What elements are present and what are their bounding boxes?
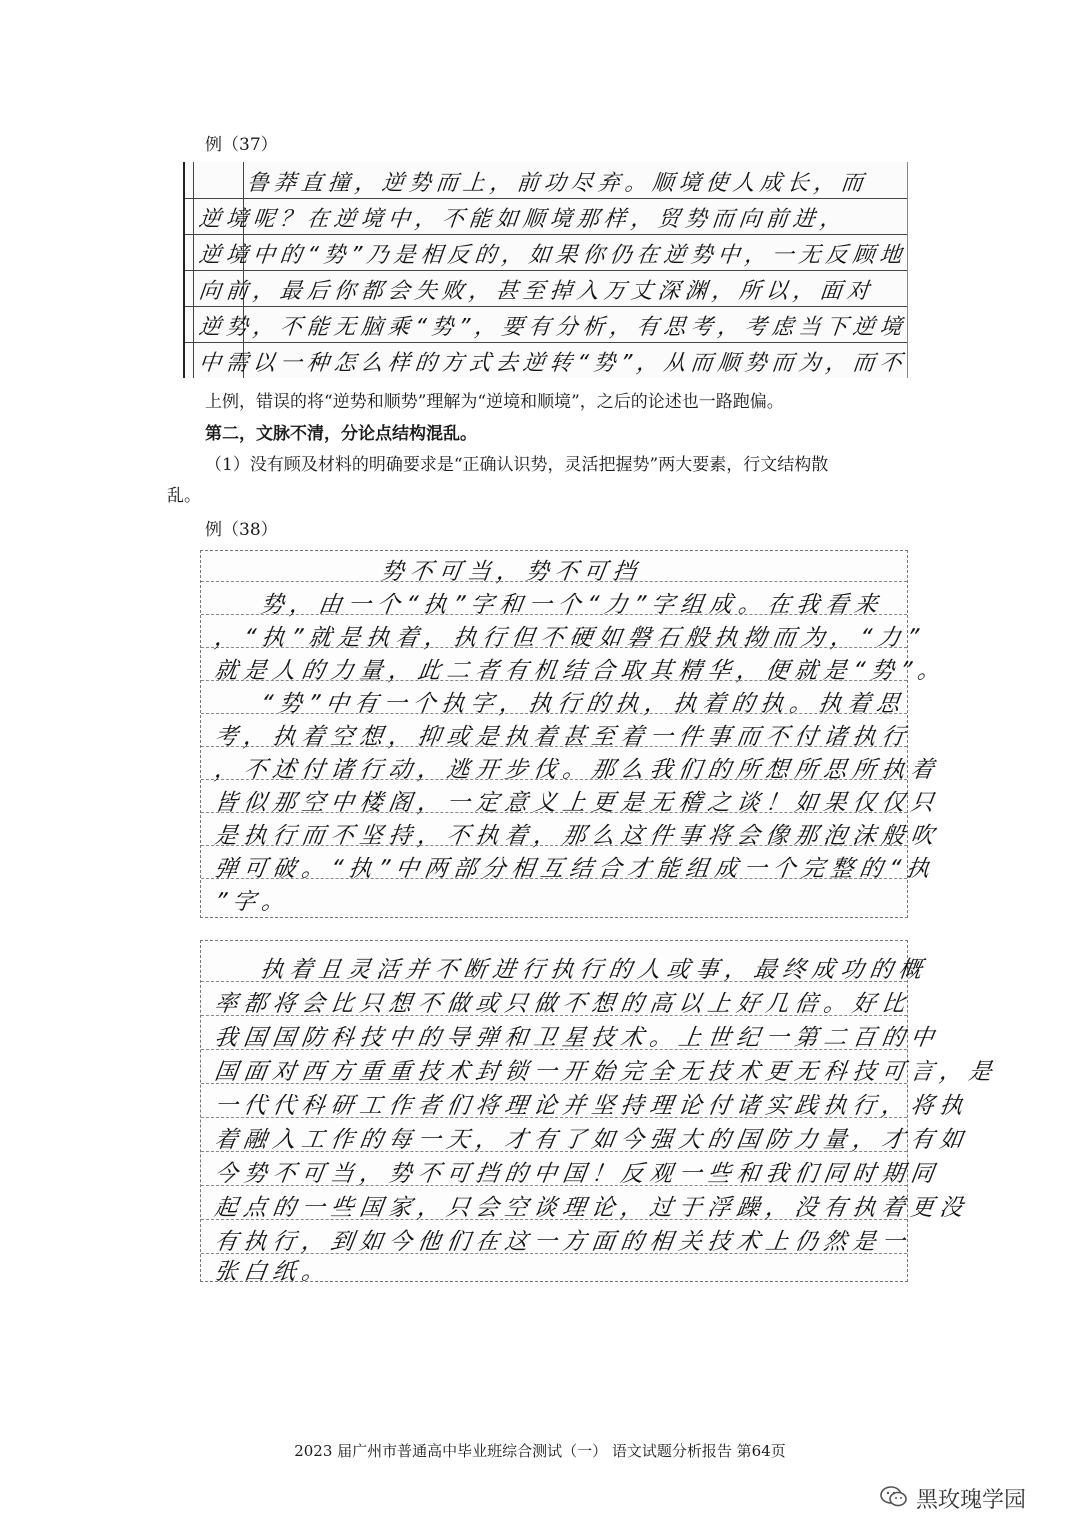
scan-line: 今势不可当，势不可挡的中国！反观一些和我们同时期同 — [212, 1161, 942, 1187]
wechat-icon — [880, 1485, 908, 1513]
scan-line: 就是人的力量，此二者有机结合取其精华，便就是“势”。 — [212, 658, 949, 684]
example-38-label: 例（38） — [205, 520, 278, 540]
example-37-label: 例（37） — [205, 135, 278, 155]
essay-title: 势不可当，势不可挡 — [378, 559, 644, 585]
section-heading: 第二，文脉不清，分论点结构混乱。 — [205, 424, 477, 444]
scan-line: 张白纸。 — [212, 1259, 333, 1285]
point-paragraph-cont: 乱。 — [167, 486, 201, 506]
scan-line: “势”中有一个执字，执行的执，执着的执。执着思 — [258, 691, 908, 717]
analysis-paragraph: 上例，错误的将“逆势和顺势”理解为“逆境和顺境”，之后的论述也一路跑偏。 — [205, 392, 784, 412]
scan-line: 有执行，到如今他们在这一方面的相关技术上仍然是一 — [212, 1229, 913, 1255]
scan-line: 考，执着空想，抑或是执着甚至着一件事而不付诸执行 — [212, 724, 913, 750]
scan-line: 鲁莽直撞，逆势而上，前功尽弃。顺境使人成长，而 — [245, 171, 870, 196]
scan-line: 国面对西方重重技术封锁一开始完全无技术更无科技可言，是 — [212, 1059, 1000, 1085]
scan-line: 逆境中的“势”乃是相反的，如果你仍在逆势中，一无反顾地 — [197, 243, 908, 268]
scan-line: 着融入工作的每一天，才有了如今强大的国防力量，才有如 — [212, 1127, 971, 1153]
handwriting-scan-38-part1 — [200, 550, 949, 918]
scan-line: ，“执”就是执着，执行但不硬如磐石般执拗而为，“力” — [212, 625, 927, 651]
point-paragraph: （1）没有顾及材料的明确要求是“正确认识势，灵活把握势”两大要素，行文结构散 — [205, 455, 829, 475]
scan-line: 皆似那空中楼阁，一定意义上更是无稽之谈！如果仅仅只 — [212, 790, 942, 816]
handwriting-scan-37 — [183, 162, 908, 378]
scan-line: 一代代科研工作者们将理论并坚持理论付诸实践执行，将执 — [212, 1093, 971, 1119]
brand-watermark — [880, 1483, 1026, 1514]
scan-line: 逆势，不能无脑乘“势”，要有分析，有思考，考虑当下逆境 — [197, 315, 908, 340]
scan-line: ”字。 — [212, 889, 293, 915]
brand-name: 黑玫瑰学园 — [916, 1488, 1027, 1513]
scan-line: 是执行而不坚持，不执着，那么这件事将会像那泡沫般吹 — [212, 823, 942, 849]
scan-line: 执着且灵活并不断进行执行的人或事，最终成功的概 — [258, 957, 930, 983]
scan-line: 逆境呢？在逆境中，不能如顺境那样，贸势而向前进， — [197, 207, 849, 232]
scan-line: 起点的一些国家，只会空谈理论，过于浮躁，没有执着更没 — [212, 1195, 971, 1221]
scan-line: 中需以一种怎么样的方式去逆转“势”，从而顺势而为，而不 — [197, 351, 908, 376]
page-footer: 2023 届广州市普通高中毕业班综合测试（一） 语文试题分析报告 第64页 — [294, 1442, 786, 1460]
scan-line: 率都将会比只想不做或只做不想的高以上好几倍。好比 — [212, 991, 913, 1017]
scan-line: 势，由一个“执”字和一个“力”字组成。在我看来 — [258, 592, 886, 618]
scan-line: ，不述付诸行动，逃开步伐。那么我们的所想所思所执着 — [212, 757, 942, 783]
scan-line: 弹可破。“执”中两部分相互结合才能组成一个完整的“执 — [212, 856, 938, 882]
scan-line: 我国国防科技中的导弹和卫星技术。上世纪一第二百的中 — [212, 1025, 942, 1051]
handwriting-scan-38-part2 — [200, 940, 1000, 1285]
scan-line: 向前，最后你都会失败，甚至掉入万丈深渊，所以，面对 — [197, 279, 876, 304]
